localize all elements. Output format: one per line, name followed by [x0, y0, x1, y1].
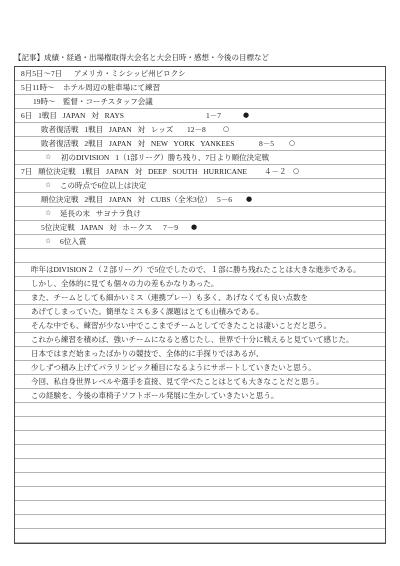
result-mark: ●	[243, 111, 250, 119]
star-bullet: ☆	[45, 181, 52, 189]
itinerary-time: 8月5日～7日	[21, 69, 63, 78]
game-score: 12－8	[187, 125, 206, 134]
reflection-line	[15, 333, 385, 346]
note-text: 6位入賞	[60, 237, 87, 246]
game-label: 7日 順位決定戦 1戦目 JAPAN 対 DEEP SOUTH HURRICANE	[21, 167, 247, 176]
game-score: 5－6	[217, 195, 232, 204]
reflection-line	[15, 347, 385, 360]
game-result-line	[15, 193, 385, 206]
game-result-line	[15, 109, 385, 122]
note-line	[15, 151, 385, 164]
itinerary-line	[15, 95, 385, 108]
reflection-line	[15, 263, 385, 276]
game-result-line	[15, 165, 385, 178]
reflection-text: 今回、私自身世界レベルや選手を直接、見て学べたことはとても大きなことだと思う。	[31, 377, 324, 386]
result-mark: ○	[289, 139, 296, 147]
itinerary-time: 19時～	[33, 97, 56, 106]
result-mark: ○	[223, 125, 230, 133]
note-line	[15, 179, 385, 192]
itinerary-activity: 監督・コーチスタッフ会議	[63, 97, 153, 106]
game-result-line	[15, 221, 385, 234]
reflection-line	[15, 291, 385, 304]
reflection-text: 昨年はDIVISION２（２部リーグ）で5位でしたので、１部に勝ち残れたことは大きな進歩である。	[31, 265, 361, 274]
note-line	[15, 207, 385, 220]
reflection-line	[15, 375, 385, 388]
reflection-line	[15, 389, 385, 402]
reflection-line	[15, 277, 385, 290]
itinerary-time: 5日11時～	[21, 83, 55, 92]
note-line	[15, 235, 385, 248]
game-label: 敗者復活戦 1戦目 JAPAN 対 レッズ	[41, 125, 174, 134]
result-mark: ○	[293, 167, 300, 175]
game-label: 5位決定戦 JAPAN 対 ホークス	[41, 223, 153, 232]
section-heading: 【記事】成績・経過・出場権取得大会名と大会日時・感想・今後の目標など	[14, 53, 269, 62]
game-score: 1－7	[206, 111, 221, 120]
lined-report-box	[14, 66, 386, 544]
star-bullet: ☆	[45, 153, 52, 161]
reflection-text: あげてしまっていた。簡単なミスも多く課題はとても山積みである。	[31, 307, 264, 316]
reflection-line	[15, 305, 385, 318]
note-text: この時点で6位以上は決定	[60, 181, 147, 190]
itinerary-line	[15, 67, 385, 80]
game-score: ４－２	[264, 167, 287, 176]
itinerary-activity: アメリカ・ミシシッピ州ビロクシ	[74, 69, 186, 78]
reflection-text: また、チームとしても細かいミス（連携プレー）も多く、あげなくても良い点数を	[31, 293, 309, 302]
game-score: 8－5	[259, 139, 274, 148]
result-mark: ●	[246, 195, 253, 203]
game-label: 順位決定戦 2戦目 JAPAN 対 CUBS（全米3位）	[41, 195, 212, 204]
itinerary-activity: ホテル周辺の駐車場にて練習	[63, 83, 161, 92]
note-text: 初のDIVISION 1（1部リーグ）勝ち残り、7日より順位決定戦	[61, 153, 270, 162]
game-result-line	[15, 123, 385, 136]
reflection-text: 少しずつ積み上げてパラリンピック種目になるようにサポートしていきたいと思う。	[31, 363, 316, 372]
reflection-text: 日本ではまだ始まったばかりの競技で、全体的に手探りではあるが、	[31, 349, 264, 358]
star-bullet: ☆	[45, 237, 52, 245]
star-bullet: ☆	[45, 209, 52, 217]
reflection-text: この経験を、今後の車椅子ソフトボール発展に生かしていきたいと思う。	[31, 391, 279, 400]
game-label: 敗者復活戦 2戦目 JAPAN 対 NEW YORK YANKEES	[41, 139, 235, 148]
reflection-text: そんな中でも、練習が少ない中でここまでチームとしてできたことは凄いことだと思う。	[31, 321, 331, 330]
reflection-text: これから練習を積めば、強いチームになると感じたし、世界で十分に戦えると見ていて感じた。	[31, 335, 354, 344]
reflection-line	[15, 361, 385, 374]
game-label: 6日 1戦目 JAPAN 対 RAYS	[21, 111, 124, 120]
note-text: 延長の末 サヨナラ負け	[60, 209, 141, 218]
reflection-line	[15, 319, 385, 332]
game-score: 7－9	[163, 223, 178, 232]
itinerary-line	[15, 81, 385, 94]
result-mark: ●	[191, 223, 198, 231]
game-result-line	[15, 137, 385, 150]
reflection-text: しかし、全体的に見ても個々の力の差もかなりあった。	[31, 279, 219, 288]
